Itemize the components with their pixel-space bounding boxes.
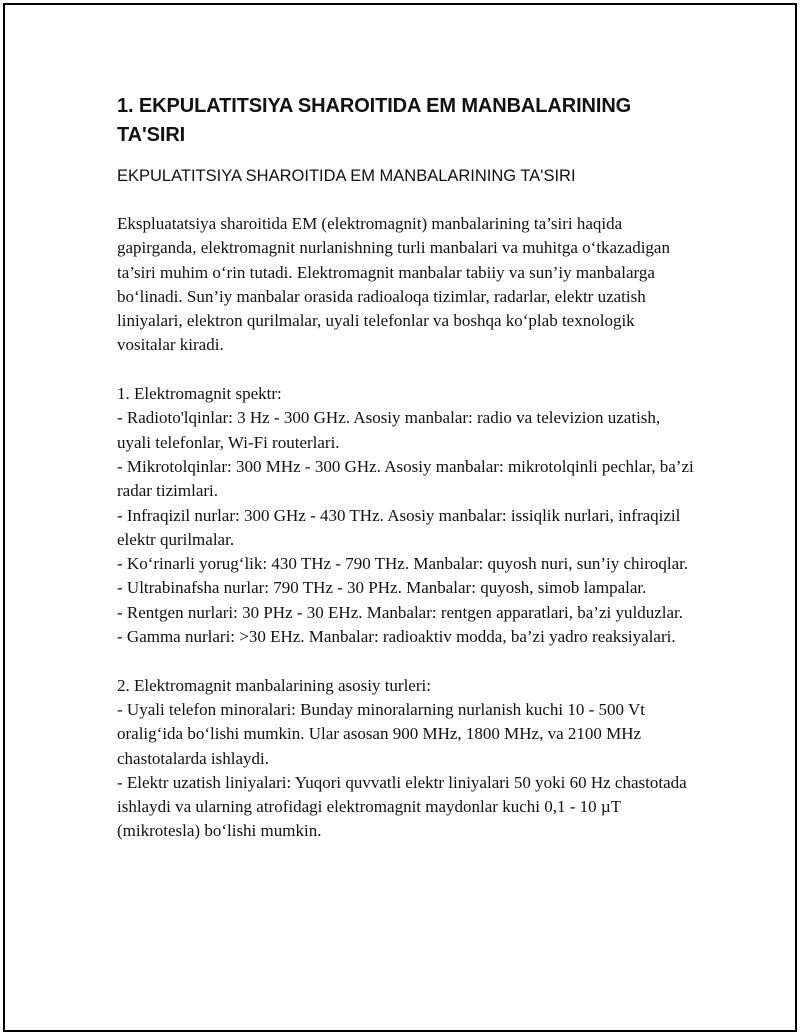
paragraph-gap bbox=[117, 358, 697, 382]
section-heading: 1. Elektromagnit spektr: bbox=[117, 384, 282, 404]
list-item: - Infraqizil nurlar: 300 GHz - 430 THz. Asosiy manbalar: issiqlik nurlari, infraqizil elektr qurilmalar. bbox=[117, 505, 681, 549]
document-body bbox=[117, 92, 697, 844]
list-item: - Gamma nurlari: >30 EHz. Manbalar: radioaktiv modda, ba’zi yadro reaksiyalari. bbox=[117, 627, 676, 647]
list-item: - Ko‘rinarli yorug‘lik: 430 THz - 790 THz. Manbalar: quyosh nuri, sun’iy chiroqlar. bbox=[117, 554, 689, 574]
paragraph-gap bbox=[117, 649, 697, 673]
section-spectrum bbox=[117, 382, 697, 649]
list-item: - Uyali telefon minoralari: Bunday minoralarning nurlanish kuchi 10 - 500 Vt oralig‘ida bo‘lishi mumkin. Ular asosan 900 MHz, 1800 MHz, va 2100 MHz chastotalarda ishlaydi. bbox=[117, 699, 645, 768]
list-item: - Ultrabinafsha nurlar: 790 THz - 30 PHz. Manbalar: quyosh, simob lampalar. bbox=[117, 578, 647, 598]
document-title: 1. EKPULATITSIYA SHAROITIDA EM MANBALARINING TA'SIRI bbox=[117, 95, 632, 146]
list-item: - Mikrotolqinlar: 300 MHz - 300 GHz. Asosiy manbalar: mikrotolqinli pechlar, ba’zi radar tizimlari. bbox=[117, 456, 694, 501]
list-item: - Rentgen nurlari: 30 PHz - 30 EHz. Manbalar: rentgen apparatlari, ba’zi yulduzlar. bbox=[117, 602, 683, 622]
intro-paragraph: Ekspluatatsiya sharoitida EM (elektromagnit) manbalarining ta’siri haqida gapirganda, elektromagnit nurlanishning turli manbalari va muhitga o‘tkazadigan ta’siri muhim o‘rin tutadi. Elektromagnit manbalar tabiiy va sun’iy manbalarga bo‘linadi. Sun’iy manbalar orasida radioaloqa tizimlar, radarlar, elektr uzatish liniyalari, elektron qurilmalar, uyali telefonlar va boshqa ko‘plab texnologik vositalar kiradi. bbox=[117, 214, 670, 355]
list-item: - Elektr uzatish liniyalari: Yuqori quvvatli elektr liniyalari 50 yoki 60 Hz chastotada ishlaydi va ularning atrofidagi elektromagnit maydonlar kuchi 0,1 - 10 µT (mikrotesla) bo‘lishi mumkin. bbox=[117, 772, 687, 841]
section-heading: 2. Elektromagnit manbalarining asosiy turleri: bbox=[117, 675, 431, 695]
document-subtitle: EKPULATITSIYA SHAROITIDA EM MANBALARINING TA'SIRI bbox=[117, 167, 576, 185]
section-source-types bbox=[117, 674, 697, 844]
list-item: - Radioto'lqinlar: 3 Hz - 300 GHz. Asosiy manbalar: radio va televizion uzatish, uyali telefonlar, Wi-Fi routerlari. bbox=[117, 408, 661, 452]
